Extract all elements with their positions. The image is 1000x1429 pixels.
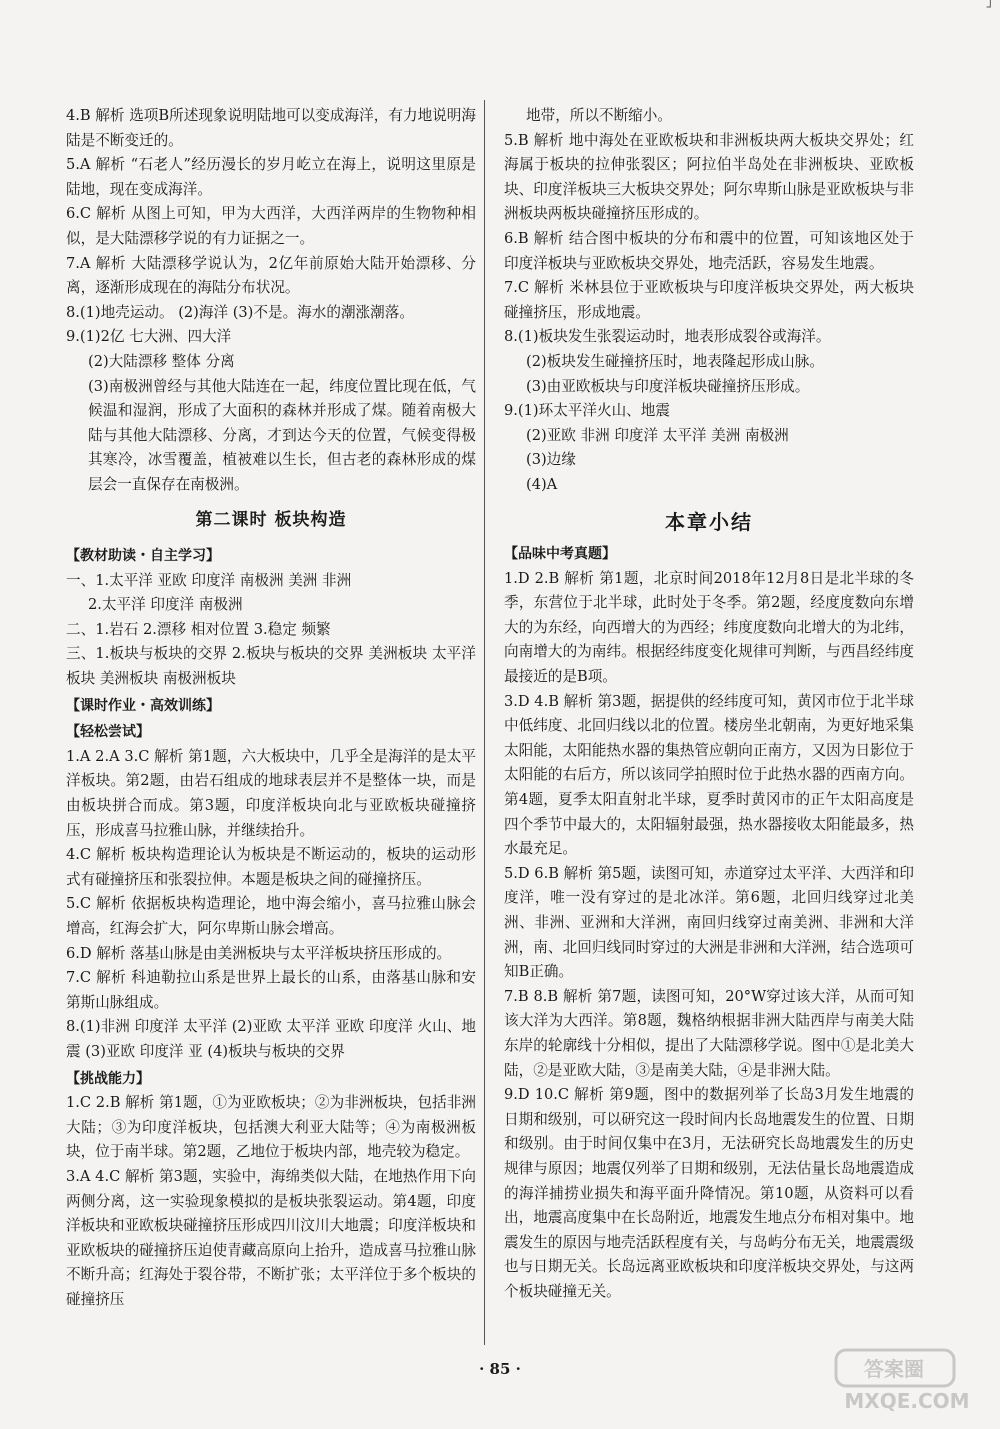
right-column [504, 104, 914, 1305]
answer-continuation: (2)亚欧 非洲 印度洋 太平洋 美洲 南极洲 [526, 426, 789, 444]
answer-paragraph: 9.D 10.C 解析 第9题，图中的数据列举了长岛3月发生地震的日期和级别，可以研究这一段时间内长岛地震发生的位置、日期和级别。由于时间仅集中在3月，无法研究长岛地震发生的历史规律与原因；地震仅列举了日期和级别，无法估量长岛地震造成的海洋捕捞业损失和海平面升降情况。第10题，从资料可以看出，地震高度集中在长岛附近，地震发生地点分布相对集中。地震发生的原因与地壳活跃程度有关，与岛屿分布无关，地震震级也与日期无关。长岛远离亚欧板块和印度洋板块交界处，与这两个板块碰撞无关。 [504, 1086, 914, 1300]
answer-paragraph: 5.C 解析 依据板块构造理论，地中海会缩小，喜马拉雅山脉会增高，红海会扩大，阿尔卑斯山脉会增高。 [66, 895, 476, 937]
answer-paragraph: 4.B 解析 选项B所述现象说明陆地可以变成海洋，有力地说明海陆是不断变迁的。 [66, 107, 476, 149]
answer-paragraph: 9.(1)2亿 七大洲、四大洋 [66, 328, 232, 346]
answer-continuation: (3)南极洲曾经与其他大陆连在一起，纬度位置比现在低，气候温和湿润，形成了大面积的森林并形成了煤。随着南极大陆与其他大陆漂移、分离，才到达今天的位置，气候变得极其寒冷，冰雪覆盖，植被难以生长，但古老的森林形成的煤层会一直保存在南极洲。 [88, 377, 476, 493]
answer-paragraph: 7.C 解析 科迪勒拉山系是世界上最长的山系，由落基山脉和安第斯山脉组成。 [66, 969, 476, 1011]
corner-mark: ┘ [986, 0, 994, 14]
answer-paragraph: 9.(1)环太平洋火山、地震 [504, 402, 670, 420]
answer-paragraph: 4.C 解析 板块构造理论认为板块是不断运动的，板块的运动形式有碰撞挤压和张裂拉伸。本题是板块之间的碰撞挤压。 [66, 846, 476, 888]
page-number: · 85 · [479, 1360, 521, 1378]
answer-paragraph: 1.C 2.B 解析 第1题，①为亚欧板块；②为非洲板块，包括非洲大陆；③为印度洋板块，包括澳大利亚大陆等；④为南极洲板块，位于南半球。第2题，乙地位于板块内部，地壳较为稳定。 [66, 1094, 476, 1161]
answer-paragraph: 6.B 解析 结合图中板块的分布和震中的位置，可知该地区处于印度洋板块与亚欧板块交界处，地壳活跃，容易发生地震。 [504, 229, 914, 272]
answer-paragraph: 三、1.板块与板块的交界 2.板块与板块的交界 美洲板块 太平洋板块 美洲板块 南极洲板块 [66, 645, 476, 688]
answer-paragraph: 5.D 6.B 解析 第5题，读图可知，赤道穿过太平洋、大西洋和印度洋，唯一没有穿过的是北冰洋。第6题，北回归线穿过北美洲、非洲、亚洲和大洋洲，南回归线穿过南美洲、非洲和大洋洲，南、北回归线同时穿过的大洲是非洲和大洋洲，结合选项可知B正确。 [504, 864, 914, 981]
answer-paragraph: 6.C 解析 从图上可知，甲为大西洋，大西洋两岸的生物物种相似，是大陆漂移学说的有力证据之一。 [66, 205, 476, 247]
answer-continuation: 地带，所以不断缩小。 [526, 107, 672, 124]
answer-continuation: (3)由亚欧板块与印度洋板块碰撞挤压形成。 [526, 377, 810, 395]
answer-paragraph: 1.D 2.B 解析 第1题，北京时间2018年12月8日是北半球的冬季，东营位于北半球，此时处于冬季。第2题，经度度数向东增大的为东经，向西增大的为西经；纬度度数向北增大的为北纬，向南增大的为南纬。根据经纬度变化规律可判断，与西昌经纬度最接近的是B项。 [504, 569, 914, 686]
answer-paragraph: 7.A 解析 大陆漂移学说认为，2亿年前原始大陆开始漂移、分离，逐渐形成现在的海陆分布状况。 [66, 254, 476, 297]
answer-continuation: 2.太平洋 印度洋 南极洲 [88, 596, 243, 614]
watermark-logo [832, 1346, 982, 1416]
svg-text:MXQE.COM: MXQE.COM [844, 1389, 970, 1413]
answer-continuation: (2)板块发生碰撞挤压时，地表隆起形成山脉。 [526, 352, 824, 370]
answer-paragraph: 一、1.太平洋 亚欧 印度洋 南极洲 美洲 非洲 [66, 571, 352, 589]
answer-paragraph: 二、1.岩石 2.漂移 相对位置 3.稳定 频繁 [66, 620, 331, 638]
answer-paragraph: 7.B 8.B 解析 第7题，读图可知，20°W穿过该大洋，从而可知该大洋为大西洋。第8题，魏格纳根据非洲大陆西岸与南美大陆东岸的轮廓线十分相似，提出了大陆漂移学说。图中①是北美大陆，②是亚欧大陆，③是南美大陆，④是非洲大陆。 [504, 987, 914, 1079]
answer-continuation: (2)大陆漂移 整体 分离 [88, 352, 235, 370]
section-label: 【挑战能力】 [66, 1070, 150, 1087]
section-label: 【课时作业・高效训练】 [66, 697, 220, 714]
answer-paragraph: 5.A 解析 “石老人”经历漫长的岁月屹立在海上，说明这里原是陆地，现在变成海洋。 [66, 156, 476, 198]
section-label: 【品味中考真题】 [504, 546, 616, 563]
answer-paragraph: 8.(1)地壳运动。 (2)海洋 (3)不是。海水的潮涨潮落。 [66, 303, 414, 321]
answer-paragraph: 3.D 4.B 解析 第3题，据提供的经纬度可知，黄冈市位于北半球中低纬度、北回归线以北的位置。楼房坐北朝南，为更好地采集太阳能，太阳能热水器的集热管应朝向正南方，又因为日影位于太阳能的右后方，所以该同学拍照时位于此热水器的西南方向。第4题，夏季太阳直射北半球，夏季时黄冈市的正午太阳高度是四个季节中最大的，太阳辐射最强，热水器接收太阳能最多，热水最充足。 [504, 692, 914, 858]
answer-continuation: (4)A [526, 475, 558, 493]
svg-text:答案圈: 答案圈 [864, 1357, 924, 1381]
chapter-summary-heading: 本章小结 [665, 509, 753, 534]
answer-paragraph: 1.A 2.A 3.C 解析 第1题，六大板块中，几乎全是海洋的是太平洋板块。第2题，由岩石组成的地球表层并不是整体一块，而是由板块拼合而成。第3题，印度洋板块向北与亚欧板块碰撞挤压，形成喜马拉雅山脉，并继续抬升。 [66, 747, 476, 839]
answer-paragraph: 8.(1)非洲 印度洋 太平洋 (2)亚欧 太平洋 亚欧 印度洋 火山、地震 (3)亚欧 印度洋 亚 (4)板块与板块的交界 [66, 1018, 476, 1060]
left-column [66, 104, 476, 1313]
answer-paragraph: 6.D 解析 落基山脉是由美洲板块与太平洋板块挤压形成的。 [66, 944, 452, 962]
answer-continuation: (3)边缘 [526, 451, 576, 469]
lesson-heading: 第二课时 板块构造 [195, 509, 347, 530]
answer-paragraph: 8.(1)板块发生张裂运动时，地表形成裂谷或海洋。 [504, 328, 831, 346]
answer-paragraph: 7.C 解析 米林县位于亚欧板块与印度洋板块交界处，两大板块碰撞挤压，形成地震。 [504, 279, 914, 321]
section-label: 【轻松尝试】 [66, 724, 150, 741]
answer-paragraph: 3.A 4.C 解析 第3题，实验中，海绵类似大陆，在地热作用下向两侧分离，这一实验现象模拟的是板块张裂运动。第4题，印度洋板块和亚欧板块碰撞挤压形成四川汶川大地震；印度洋板块和亚欧板块的碰撞挤压迫使青藏高原向上抬升，造成喜马拉雅山脉不断升高；红海处于裂谷带，不断扩张；太平洋位于多个板块的碰撞挤压 [66, 1167, 476, 1308]
answer-paragraph: 5.B 解析 地中海处在亚欧板块和非洲板块两大板块交界处；红海属于板块的拉伸张裂区；阿拉伯半岛处在非洲板块、亚欧板块、印度洋板块三大板块交界处；阿尔卑斯山脉是亚欧板块与非洲板块两板块碰撞挤压形成的。 [504, 131, 914, 223]
column-divider [484, 100, 485, 1345]
section-label: 【教材助读・自主学习】 [66, 548, 220, 565]
